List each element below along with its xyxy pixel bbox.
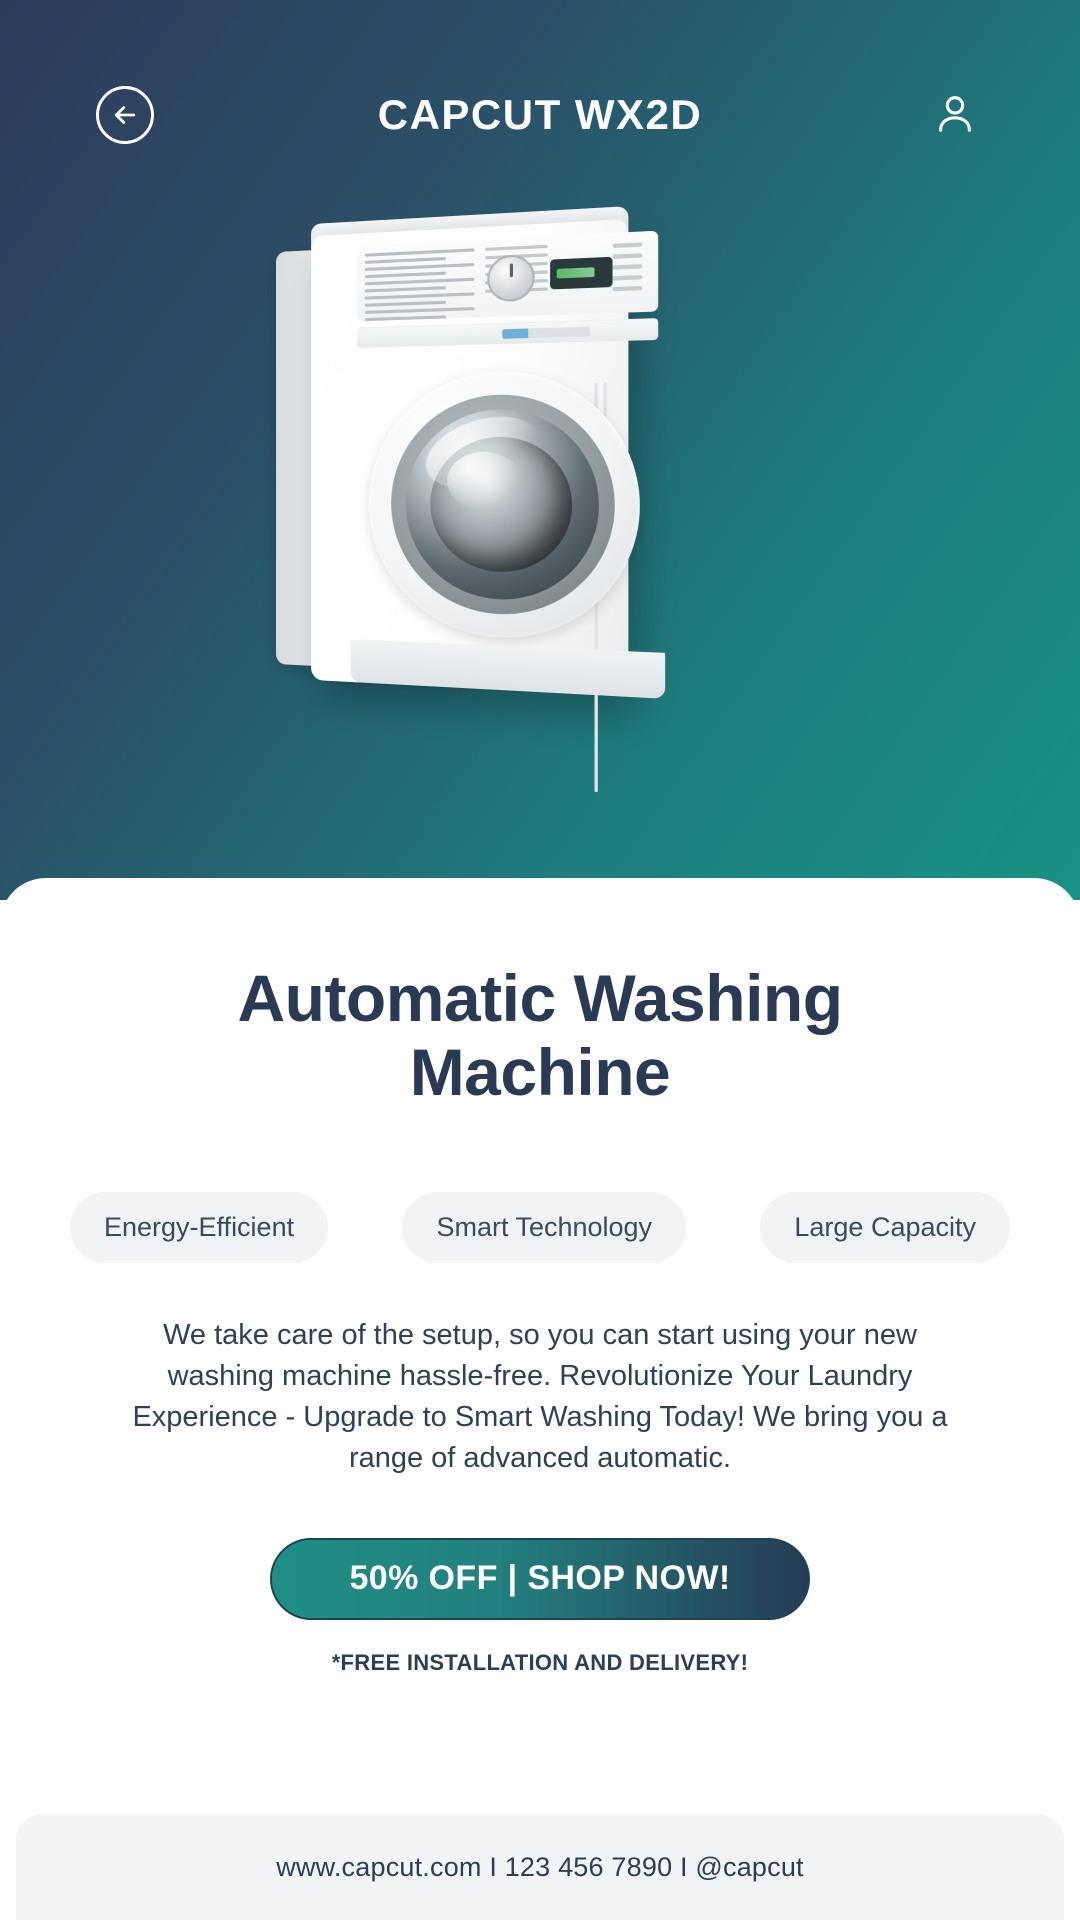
feature-chip-large-capacity[interactable]: Large Capacity — [760, 1192, 1010, 1263]
account-button[interactable] — [926, 86, 984, 144]
machine-body — [311, 219, 628, 697]
control-panel — [357, 231, 658, 322]
footer-bar — [16, 1814, 1064, 1920]
shop-now-button[interactable]: 50% OFF | SHOP NOW! — [270, 1538, 810, 1620]
top-bar — [0, 0, 1080, 230]
arrow-left-icon — [110, 100, 140, 130]
content-sheet — [0, 878, 1080, 1920]
user-account-icon — [932, 90, 978, 141]
feature-chip-list — [70, 1192, 1010, 1263]
door-glass — [406, 408, 599, 602]
door-ring — [391, 393, 615, 618]
cta-container — [270, 1538, 810, 1620]
product-image — [276, 238, 612, 678]
product-title: Automatic Washing Machine — [237, 961, 843, 1109]
panel-buttons — [613, 242, 652, 298]
back-button[interactable] — [96, 86, 154, 144]
page-title: CAPCUT WX2D — [377, 91, 703, 138]
washing-machine-illustration — [276, 219, 628, 697]
footer-contact-text[interactable]: www.capcut.com I 123 456 7890 I @capcut — [276, 1851, 804, 1882]
product-description: We take care of the setup, so you can start using your new washing machine hassle-free. Revolutionize Your Laundry Experience - Upgrade to Smart Washing Today! We bring you a range of advanced automatic. — [132, 1318, 948, 1475]
machine-door — [369, 369, 640, 643]
feature-chip-smart-technology[interactable]: Smart Technology — [402, 1192, 686, 1263]
hero-section — [0, 0, 1080, 900]
free-installation-note: *FREE INSTALLATION AND DELIVERY! — [331, 1649, 749, 1675]
program-list-left — [365, 248, 479, 313]
feature-chip-energy-efficient[interactable]: Energy-Efficient — [70, 1192, 328, 1263]
digital-display — [550, 257, 612, 290]
